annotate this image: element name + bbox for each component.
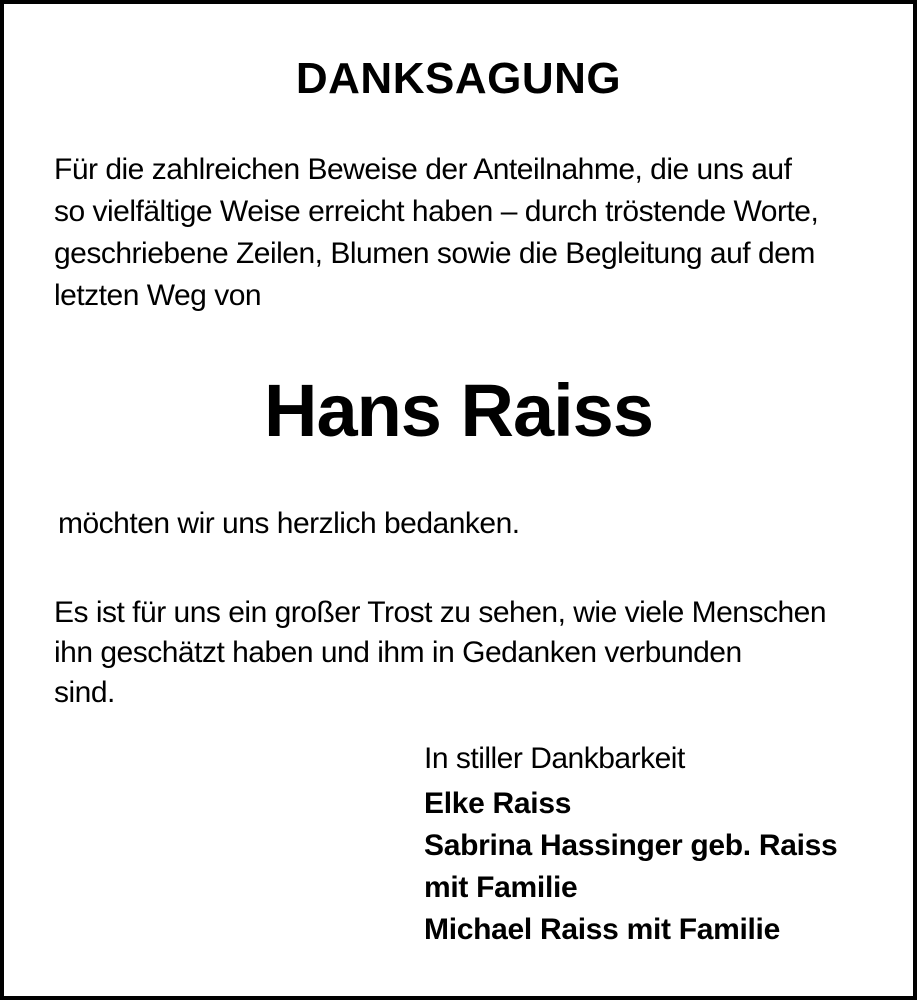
trost-line-2: ihn geschätzt haben und ihm in Gedanken verbunden: [54, 636, 742, 669]
intro-line-1: Für die zahlreichen Beweise der Anteilnahme, die uns auf: [54, 153, 792, 186]
thanks-line: möchten wir uns herzlich bedanken.: [58, 507, 520, 540]
signature-3: mit Familie: [424, 871, 578, 904]
signature-1: Elke Raiss: [424, 787, 572, 820]
intro-line-2: so vielfältige Weise erreicht haben – durch tröstende Worte,: [54, 195, 819, 228]
closing-line: In stiller Dankbarkeit: [424, 742, 685, 775]
notice-title: DANKSAGUNG: [295, 54, 622, 103]
trost-line-3: sind.: [54, 676, 115, 709]
deceased-name: Hans Raiss: [264, 369, 653, 452]
trost-paragraph: [54, 593, 826, 713]
trost-line-1: Es ist für uns ein großer Trost zu sehen, wie viele Menschen: [54, 596, 827, 629]
signature-2: Sabrina Hassinger geb. Raiss: [424, 829, 838, 862]
intro-paragraph: [54, 149, 818, 317]
signature-4: Michael Raiss mit Familie: [424, 913, 780, 946]
signature-block: [424, 783, 837, 951]
intro-line-4: letzten Weg von: [54, 279, 262, 312]
intro-line-3: geschriebene Zeilen, Blumen sowie die Begleitung auf dem: [54, 237, 815, 270]
